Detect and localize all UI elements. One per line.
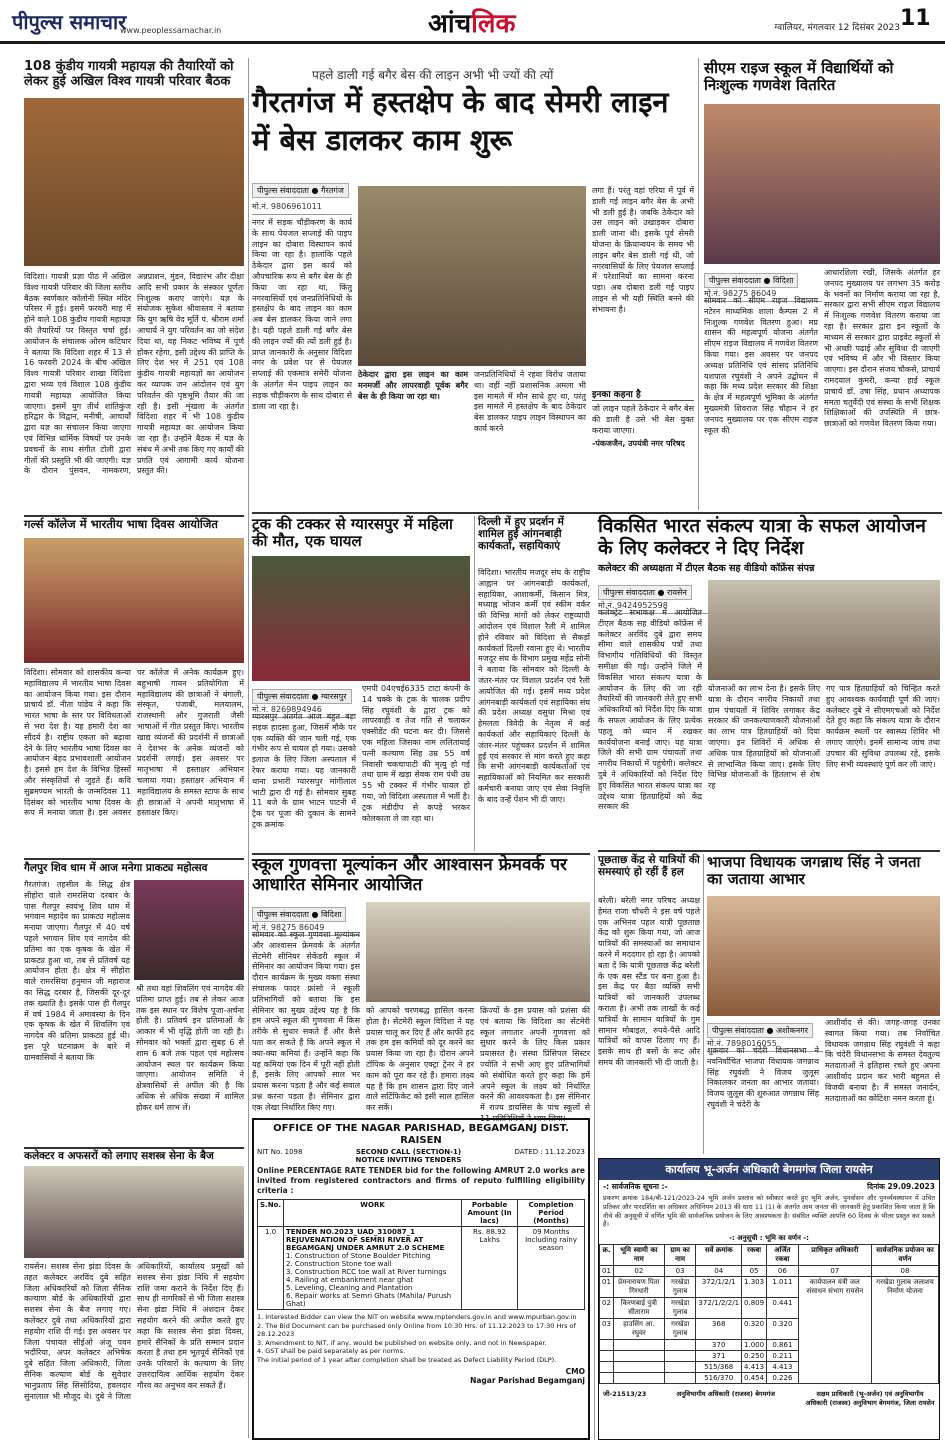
mobile-number: मो.नं. 9424952598 xyxy=(598,600,708,614)
tender-intro: Online PERCENTAGE RATE TENDER bid for the following AMRUT 2.0 works are invited from registered contractors and firms of reputo fulfilling eligibility criteria : xyxy=(257,1166,585,1196)
notice-body: प्रकरण क्रमांक 184/बी-121/2023-24 भूमि अर्जन प्रस्ताव को स्वीकार करते हुए भूमि अर्जन, पुनर्वासन और पुनर्व्यवस्थापन में उचित प्रतिकर और पारदर्शिता का अधिकार अधिनियम 2013 की धारा 11 (1) के अंतर्गत आम जनता की जानकारी हेतु प्रकाशित किया जाता है कि नीचे की अनुसूची में वर्णित भूमि की सार्वजनिक प्रयोजन के लिए आवश्यकता है। संबंधित व्यक्ति आपत्ति 60 दिवस के भीतर प्रस्तुत कर सकते हैं। xyxy=(603,1194,935,1229)
td xyxy=(600,1340,614,1351)
photo-accident-scene xyxy=(252,556,470,681)
story-body-2: योजनाओं का लाभ देना है। इसके लिए यात्रा के दौरान नगरीय निकायों तथा ग्राम पंचायतों में शिविर लगाकर केंद्र सरकार की जनकल्याणकारी योजनाओं का लाभ पात्र हितग्राहियों को दिया जाएगा। इन शिविरों में अधिक से अधिक पात्र हितग्राहियों को योजनाओं से लाभान्वित किया जाए। इसके लिए विभिन्न योजनाओं के हितलाभ से शेष रह xyxy=(708,684,820,791)
td: 0.250 xyxy=(742,1351,767,1362)
td: 0.211 xyxy=(767,1351,799,1362)
story-body-2: आधारशिला रखी, जिसके अंतर्गत हर जनपद मुख्यालय पर लगभग 35 करोड़ के भवनों का निर्माण कराया जा रहा है, सरकार द्वारा सभी सीएम राइज विद्यालय में निःशुल्क गणवेश वितरण कराया जा रहा है। सरकार द्वारा इन स्कूलों के माध्यम से सरकार द्वारा प्राइवेट स्कूलों से भी अच्छी पढ़ाई और सुविधा दी जाएगी एवं भविष्य में और भी विस्तार किया जाएगा। इस दौरान संजय चौकसे, प्राचार्य रामदयाल कुमरी, कन्या हाई स्कूल प्राचार्य डॉ. उषा सिंह, प्रधान अध्यापक ममता चतुर्वेदी एवं संस्था के सभी शिक्षक शिक्षिकाओं की उपस्थिति में छात्र-छात्राओं को गणवेश वितरण किया गया। xyxy=(824,268,940,429)
column-rule xyxy=(698,58,699,510)
story-headline: पूछताछ केंद्र से यात्रियों की समस्याएं हो रहीं हैं हल xyxy=(598,854,700,879)
mobile-number: मो.नं. 98275 86049 xyxy=(252,922,360,936)
lead-kicker: पहले डाली गई बगैर बेस की लाइन अभी भी ज्यों की त्यों xyxy=(312,68,554,82)
td: 0.861 xyxy=(767,1340,799,1351)
notice-meta xyxy=(599,1180,939,1194)
story-anganwadi xyxy=(478,516,590,851)
credit-place: अशोकनगर xyxy=(776,1026,809,1035)
th: रकबा xyxy=(742,1245,767,1266)
td: 01 xyxy=(600,1277,614,1298)
section-title xyxy=(428,4,515,40)
land-acquisition-notice xyxy=(598,1158,940,1440)
story-headline: गर्ल्स कॉलेज में भारतीय भाषा दिवस आयोजित xyxy=(24,517,218,531)
td: 07 xyxy=(798,1266,871,1277)
photo-seminar-hall xyxy=(366,902,590,1002)
tender-note: 2. The Bid Document can be purchased only Online from 10:30 Hrs. of 11.12.2023 to 17:30 Hrs of 28.12.2023 xyxy=(257,1321,576,1339)
story-body: ग्यारसपुर अंतर्गत आज बहुत बड़ा सड़क हादसा हुआ, जिसमें मौके पर एक व्यक्ति की जान चली गई, एक गंभीर रूप से घायल हो गया। उसको इलाज के लिए जिला अस्पताल में रेफर कराया गया। यह जानकारी थाना प्रभारी ग्यारसपुर मांगीलाल भाटी द्वारा दी गई है। सोमवार सुबह 11 बजे के ग्राम भाटन पाटनी में ट्रैक पर पूजा की दुकान के सामने ट्रक क्रमांक xyxy=(252,712,356,829)
td xyxy=(664,1362,696,1373)
credit-place: ग्यारसपुर xyxy=(321,692,347,701)
page-header xyxy=(0,0,945,44)
credit-text: पीपुल्स संवाददाता xyxy=(257,186,309,195)
td: 1.011 xyxy=(767,1277,799,1298)
tender-note: The initial period of 1 year after completion shall be treated as Defect Liability Period (DLP). xyxy=(257,1355,557,1364)
tender-title: OFFICE OF THE NAGAR PARISHAD, BEGAMGANJ DIST. RAISEN xyxy=(273,1123,569,1146)
tender-nit: NIT No. 1098 xyxy=(257,1148,303,1156)
th: ग्राम का नाम xyxy=(664,1245,696,1266)
td: 03 xyxy=(600,1319,614,1340)
notice-authority: कार्यपालन यंत्री जल संसाधन संभाग रायसेन xyxy=(798,1277,871,1384)
td: 516/370 xyxy=(696,1373,742,1384)
table-header-row xyxy=(258,1200,585,1227)
td xyxy=(613,1373,664,1384)
tender-item: 2. Construction Stone toe wall xyxy=(286,1260,392,1269)
th: S.No. xyxy=(258,1200,284,1227)
story-body: विदिशा। भारतीय मजदूर संघ के राष्ट्रीय आह्वान पर आंगनबाड़ी कार्यकर्ता, सहायिका, आशाकर्मी, किसान मित्र, मध्याह्न भोजन कर्मी एवं स्कीम वर्कर की विभिन्न मांगों को लेकर राष्ट्रव्यापी आंदोलन एवं विशाल रैली में शामिल होने रविवार को विदिशा से सैकड़ों कार्यकर्ता दिल्ली रवाना हुए थे। भारतीय मजदूर संघ के विभाग प्रमुख महेंद्र सोनी ने बताया कि सोमवार को दिल्ली के जंतर-मंतर पर विशाल प्रदर्शन एवं रैली आयोजित की गई। इसमें मध्य प्रदेश आंगनबाड़ी कार्यकर्ता एवं सहायिका संघ की प्रदेश अध्यक्ष वसुधा मिश्रा एवं हेमलता त्रिवेदी के नेतृत्व में कई कार्यकर्ता और सहायिकाएं दिल्ली के जंतर-मंतर पहुंचकर प्रदर्शन में शामिल हुईं एवं सरकार से मांग करते हुए कहा कि सभी आंगनबाड़ी कार्यकर्ताओं एवं सहायिकाओं को नियमित कर सरकारी कर्मचारी बनाया जाए एवं सेवा निवृत्ति के बाद उन्हें पेंशन भी दी जाए। xyxy=(478,568,590,804)
td: किरणबाई पुत्री सीताराम xyxy=(613,1298,664,1319)
td: गरखेडा गुलाब xyxy=(664,1298,696,1319)
lead-byline xyxy=(252,178,352,215)
column-rule xyxy=(248,58,249,1438)
story-body-2: को आपको चरणबद्ध हासिल करना होता है। सेंटमेरी स्कूल विदिशा ने यह प्रयास चालू कर दिए हैं और काफी हद तक हम इस कमियों को दूर करने का प्रयास किया जा रहा है। दौरान अपने टॉपिक के अनुसार एक्ट्रा ट्रेनर ने हर काम को पूरा कर रहे हैं। हमारा लक्ष्य यह है कि हम शासन द्वारा दिए जाने वाले सर्टिफिकेट को इसी साल हासिल कर सकें। xyxy=(366,1006,474,1113)
td: 368 xyxy=(696,1319,742,1340)
td: 0.320 xyxy=(742,1319,767,1340)
story-body-3: गए पात्र हितग्राहियों को चिन्हित करते हुए आवश्यक कार्यवाही पूर्ण की जाए। कलेक्टर दुबे ने सीएमएचओ को निर्देश देते हुए कहा कि संकल्प यात्रा के दौरान कार्यक्रम स्थलों पर स्वास्थ्य शिविर भी लगाए जाएंगे। इनमें सामान्य जांच तथा उपचार की सुविधा उपलब्ध रहे, इसके लिए सभी व्यवस्थाएं पूर्ण कर ली जाएं। xyxy=(826,684,940,769)
td: 0.441 xyxy=(767,1298,799,1319)
story-bjp-mla xyxy=(707,854,940,1154)
page-number: 11 xyxy=(900,6,931,31)
tender-work: TENDER NO.2023_UAD_310087_1 REJUVENATION OF SEMRI RIVER AT BEGAMGANJ UNDER AMRUT 2.0 SCHEME xyxy=(286,1228,445,1253)
tender-call xyxy=(356,1148,462,1164)
column-rule xyxy=(474,516,475,851)
quote-box xyxy=(592,390,694,510)
notice-purpose: गरखेडा गुलाब जलाशय निर्माण योजना xyxy=(871,1277,938,1384)
th: प्राधिकृत अधिकारी xyxy=(798,1245,871,1266)
tender-item: 4. Railing at embankment near ghat xyxy=(286,1276,414,1285)
notice-date: दिनांक 29.09.2023 xyxy=(867,1182,935,1191)
byline-credit: पीपुल्स संवाददाता ● गैरतगंज xyxy=(252,183,349,198)
photo-mla-welcome xyxy=(707,896,940,1016)
tender-item: 6. Repair works at Semri Ghats (Mahila/ Purush Ghat) xyxy=(286,1292,452,1309)
th: सार्वजनिक प्रयोजन का वर्णन xyxy=(871,1245,938,1266)
tender-note: 4. GST shall be paid separately as per norms. xyxy=(257,1347,406,1356)
credit-text: पीपुल्स संवाददाता xyxy=(712,1026,764,1035)
td xyxy=(613,1351,664,1362)
notice-rows xyxy=(600,1277,939,1384)
td: 4.413 xyxy=(742,1362,767,1373)
td xyxy=(600,1351,614,1362)
td xyxy=(613,1362,664,1373)
column-rule xyxy=(703,854,704,1154)
th: सर्वे क्रमांक xyxy=(696,1245,742,1266)
tender-item: 5. Leveling, Cleaning and Plantation xyxy=(286,1284,413,1293)
credit-place: रायसेन xyxy=(667,588,687,597)
td: 0.454 xyxy=(742,1373,767,1384)
tender-sign-2: Nagar Parishad Begamganj xyxy=(470,1376,585,1385)
td: 1.0 xyxy=(258,1227,284,1310)
tender-notice: NOTICE INVITING TENDERS xyxy=(355,1156,462,1164)
divider xyxy=(24,1147,244,1149)
td xyxy=(600,1362,614,1373)
tender-table xyxy=(257,1199,585,1310)
tender-note: 1. Interested Bidder can view the NIT on website www.mptenders.gov.in and www.mpurban.gov.in xyxy=(257,1313,577,1322)
td xyxy=(284,1227,462,1310)
byline-credit: पीपुल्स संवाददाता ● विदिशा xyxy=(704,273,798,288)
notice-sign-left: अनुविभागीय अधिकारी (राजस्व) बेगमगंज xyxy=(676,1390,775,1398)
td: 01 xyxy=(600,1266,614,1277)
story-body xyxy=(24,272,244,512)
td: गरखेडा गुलाब xyxy=(664,1319,696,1340)
story-headline: दिल्ली में हुए प्रदर्शन में शामिल हुईं आंगनबाड़ी कार्यकर्ता, सहायिकाएं xyxy=(478,516,564,553)
notice-code: जी-21513/23 xyxy=(603,1390,647,1398)
td: 371 xyxy=(696,1351,742,1362)
story-body-text: विदिशा। गायत्री प्रज्ञा पीठ में अखिल विश्व गायत्री परिवार की जिला स्तरीय बैठक स्वर्णकार कॉलोनी स्थित मंदिर परिसर में हुई। इसमें फरवरी माह में होने वाले 108 कुंडीय गायत्री महायज्ञ की तैयारियों पर विस्तृत चर्चा हुई। आयोजन के संचालक ओरम कटियार ने बताया कि विदिशा शहर में 13 से 16 फरवरी 2024 के बीच अखिल विश्व गायत्री परिवार शाखा विदिशा द्वारा भव्य एवं विशाल 108 कुंडीय गायत्री महायज्ञ आयोजित किया जाएगा। इसमें युग तीर्थ शांतिकुंज हरिद्वार के विद्वान, मनीषी, आचार्यों द्वारा यज्ञ का संचालन किया जाएगा एवं विभिन्न धार्मिक विषयों पर उनके प्रवचनों के साथ संगीत टोली द्वारा गीतों की प्रस्तुति भी की जाएगी। यज्ञ के दौरान पुंसवन, नामकरण, अन्नप्राशन, मुंडन, विद्यारंभ और दीक्षा आदि सभी प्रकार के संस्कार पूर्णतः निःशुल्क xyxy=(24,272,244,476)
masthead-logo: पीपुल्स समाचार xyxy=(12,10,127,34)
story-headline: ट्रक की टक्कर से ग्यारसपुर में महिला की मौत, एक घायल xyxy=(252,515,453,551)
td: 372/1/2/1 xyxy=(696,1277,742,1298)
divider xyxy=(24,858,244,860)
story-flag-day xyxy=(24,1150,244,1440)
photo-pipeline-trench xyxy=(358,186,586,366)
td xyxy=(613,1340,664,1351)
photo-shivling xyxy=(134,880,244,980)
td: 02 xyxy=(600,1298,614,1319)
th: Completion Period (Months) xyxy=(518,1200,585,1227)
byline-credit: पीपुल्स संवाददाता ● विदिशा xyxy=(252,907,346,922)
tender-item: 3. Construction RCC toe wall at River turnings xyxy=(286,1268,447,1277)
story-headline: भाजपा विधायक जगन्नाथ सिंह ने जनता का जताया आभार xyxy=(707,853,921,889)
td: 05 xyxy=(742,1266,767,1277)
story-lead xyxy=(252,60,694,510)
column-rule xyxy=(594,856,595,1440)
story-seminar xyxy=(252,855,590,1123)
lead-col2: जनप्रतिनिधियों ने रहवा विरोध जताया था। वहीं नहीं प्रशासनिक अमला भी इस मामले में मौन साधे हुए था, परंतु इस मामले में हस्तक्षेप के बाद ठेकेदार बेस डालकर पाइप लाइन विस्थापन का कार्य करने xyxy=(474,370,586,433)
lead-col3: लगा है। परंतु वहां एरिया में पूर्व में डाली गई लाइन बगैर बेस के अभी भी डली हुई है। जबकि ठेकेदार को उस लाइन को उखाड़कर दोबारा डाली जाना थी। इसके पूर्व सेमरी योजना के क्रियान्वयन के समय भी लाइन बगैर बेस डाली गई थी, जो नगरवासियों के लिए पेयजल सप्लाई में परेशानियों का सामना करना पड़ा। अब दोबारा डली गई पाइप लाइन से भी यही स्थिति बनने की संभावना है। xyxy=(592,186,694,314)
td: Rs. 88.92 Lakhs xyxy=(462,1227,518,1310)
notice-footer xyxy=(599,1386,939,1410)
story-body-3: क्रिज्यों के इस प्रयास को प्रशंसा की एवं बताया कि विदिशा का सेंटमेरी स्कूल लगातार अपनी गुणवत्ता को सुधार करने के लिए किस प्रकार प्रयासरत है। संस्था प्रिंसिपल सिस्टर ज्योति ने सभी आए हुए प्रतिभागियों को संबोधित करते हुए कहा कि हमें अपने स्कूल के लक्ष्य को निर्धारित करने की आवश्यकता है। इस सेमिनार में राज्य डायसिस के पांच स्कूलों से 11 प्रतिनिधियों ने भाग लिया। xyxy=(480,1006,590,1123)
story-body xyxy=(24,1262,244,1438)
tender-meta xyxy=(257,1148,585,1164)
story-body: सोमवार को सीएम राइज विद्यालय नटेरन माध्यमिक शाला कैम्पस 2 में निःशुल्क गणवेश वितरण हुआ। मप्र शासन की महत्वपूर्ण योजना अंतर्गत सीएम राइज विद्यालय में गणवेश वितरण किया गया। इस अवसर पर जनपद अध्यक्ष प्रतिनिधि एवं सांसद प्रतिनिधि यशपाल रघुवंशी ने अपने उद्बोधन में कहा कि मध्य प्रदेश सरकार की शिक्षा के क्षेत्र में महत्वपूर्ण भूमिका के अंतर्गत मुख्यमंत्री शिवराज सिंह चौहान ने हर जनपद मुख्यालय पर एक सीएम राइज स्कूल की xyxy=(704,296,818,435)
website: www.peoplessamachar.in xyxy=(120,26,222,35)
td: 08 xyxy=(871,1266,938,1277)
byline-credit: पीपुल्स संवाददाता ● रायसेन xyxy=(598,585,692,600)
notice-table xyxy=(599,1244,939,1384)
th: भूमि स्वामी का नाम xyxy=(613,1245,664,1266)
byline-credit: पीपुल्स संवाददाता ● ग्यारसपुर xyxy=(252,689,352,704)
lead-headline: गैरतगंज में हस्तक्षेप के बाद सेमरी लाइन में बेस डालकर काम शुरू xyxy=(252,85,669,157)
photo-vc-meeting xyxy=(708,580,940,680)
td: 372/1/2/2/1 xyxy=(696,1298,742,1319)
credit-text: पीपुल्स संवाददाता xyxy=(603,588,655,597)
credit-place: विदिशा xyxy=(321,910,342,919)
td: 0.226 xyxy=(767,1373,799,1384)
story-body xyxy=(24,668,244,858)
td: गरखेडा गुलाब xyxy=(664,1277,696,1298)
td: 03 xyxy=(664,1266,696,1277)
story-headline: 108 कुंडीय गायत्री महायज्ञ की तैयारियों को लेकर हुई अखिल विश्व गायत्री परिवार बैठक xyxy=(24,59,234,89)
td: 1.303 xyxy=(742,1277,767,1298)
tender-notes xyxy=(257,1313,585,1364)
divider xyxy=(252,512,942,514)
td xyxy=(664,1340,696,1351)
dateline: ग्वालियर, मंगलवार 12 दिसंबर 2023 xyxy=(774,23,900,33)
tender-sign: CMO xyxy=(565,1367,585,1376)
credit-text: पीपुल्स संवाददाता xyxy=(257,910,309,919)
story-body-text: रायसेन। सशस्त्र सेना झंडा दिवस के तहत कलेक्टर अरविंद दुबे सहित जिला अधिकारियों को जिला सैनिक कल्याण बोर्ड के अधिकारियों द्वारा सशस्त्र सेना के बैज लगाए गए। कलेक्टर दुबे तथा अधिकारियों द्वारा सहयोग राशि दी गई। इस अवसर पर जिला पंचायत सीईओ अंजू पवन भदौरिया, अपर कलेक्टर अभिषेक दुबे सहित जिला अधिकारी, जिला सैनिक कल्याण बोर्ड के सुवेदार भानुप्रताप सिंह सिसोदिया, हवलदार सुनालाल भी मौजूद थे। xyxy=(24,1262,131,1401)
td: 1.000 xyxy=(742,1340,767,1351)
story-truck-accident xyxy=(252,516,470,851)
story-gailpur xyxy=(24,862,244,1147)
notice-title-bar: कार्यालय भू-अर्जन अधिकारी बेगमगंज जिला रायसेन xyxy=(599,1159,939,1180)
story-viksit-bharat xyxy=(598,516,940,846)
lead-caption: ठेकेदार द्वारा इस लाइन का काम मनमर्जी और लापरवाही पूर्वक बगैर बेस के ही किया जा रहा था। xyxy=(358,370,468,401)
tender-signature xyxy=(257,1367,585,1385)
story-subhead: कलेक्टर की अध्यक्षता में टीएल बैठक सह वीडियो कॉफ्रेंस संपन्न xyxy=(598,563,815,574)
credit-place: विदिशा xyxy=(773,276,794,285)
story-body-text: विदिशा। सोमवार को शासकीय कन्या महाविद्यालय में भारतीय भाषा दिवस का आयोजन किया गया। इस दौरान प्राचार्य डॉ. नीता पांडेय ने कहा कि भारत भाषा के स्तर पर विविधताओं से भरा देश है। यह हमारी देश का सौंदर्य है। राष्ट्रीय एकता को बढ़ावा देने के लिए भारतीय भाषा दिवस का आयोजन बेहद प्रभावशाली आयोजन है। इससे हम देश के विभिन्न हिस्सों और संस्कृतियों से जुड़ते हैं। कवि सुब्रमण्यम भारती के जन्मदिवस 11 दिसंबर को भारतीय भाषा दिवस के रूप में xyxy=(24,668,131,818)
table-colnum-row xyxy=(600,1266,939,1277)
tender-advertisement xyxy=(252,1118,590,1440)
table-row xyxy=(258,1227,585,1310)
td: 0.320 xyxy=(767,1319,799,1340)
story-body: शुक्रवार को चंदेरी विधानसभा ने नवनिर्वाचित भाजपा विधायक जगन्नाथ सिंह रघुवंशी ने विजय जुलूस निकालकर जनता का आभार जताया। विजय जुलूस की शुरुआत जगन्नाथ सिंह रघुवंशी ने चंदेरी के xyxy=(707,1046,819,1109)
td: प्रेमनारायण पिता गिरधारी xyxy=(613,1277,664,1298)
story-body-2: आशीर्वाद से की। जगह-जगह उनका स्वागत किया गया। तब निर्वाचित विधायक जगन्नाथ सिंह रघुवंशी ने कहा कि चंदेरी विधानसभा के समस्त देवतुल्य मतदाताओं ने इतिहास रचते हुए अपना आशीर्वाद प्रदान कर भारी बहुमत से विजयी बनाया है। मैं समस्त जनार्दन, मतदाताओं का कोटिशः नमन करता हूं। xyxy=(825,1018,940,1103)
story-body: बरेली। बरेली नगर परिषद अध्यक्ष हेमंत राजा चौधरी ने इस वर्ष पहले एक अभिनव पहल यात्री पूछताछ केंद्र को शुरू किया गया, जो आज यात्रियों की समस्याओं का समाधान करने में मददगार हो रहा है। आपको बता दें कि यात्री पूछताछ केंद्र बरेली के एक बस स्टैंड पर बना हुआ है। इस केंद्र पर बैठा व्यक्ति सभी यात्रियों को जानकारी उपलब्ध कराता है। अभी तक लाखों के कई यात्रियों के सामान यात्रियों के गुम सामान मोबाइल, रुपये-पैसे आदि यात्रियों को वापस दिलाए गए हैं। इसके साथ ही बसों के रूट और समय की जानकारी भी दी जाती है। xyxy=(598,896,700,1067)
story-bhasha-diwas xyxy=(24,518,244,858)
lead-col1: नगर में सड़क चौड़ीकरण के कार्य के साथ पेयजल सप्लाई की पाइप लाइन का दोबारा विस्थापन कार्य किया जा रहा है। हालांकि पहले ठेकेदार द्वारा इस कार्य को औपचारिक रूप से बगैर बेस के ही किया जा रहा था, किंतु नगरवासियों एवं जनप्रतिनिधियों के हस्तक्षेप के बाद लाइन का काम अब बेस डालकर किया जाने लगा है। यही पहले डाली गई बगैर बेस की लाइन ज्यों की त्यों डली हुई है। प्राप्त जानकारी के अनुसार विदिशा नगर के प्रवेश पर से पेयजल सप्लाई की एकमात्र समेरी योजना के अंतर्गत मेन पाइप लाइन का सड़क चौड़ीकरण के साथ दोबारा से डाला जा रहा है। xyxy=(252,218,352,411)
story-cm-rise xyxy=(704,60,940,510)
story-body: सोमवार को स्कूल गुणवत्ता मूल्यांकन और आश्वासन फ्रेमवर्क के अंतर्गत सेंटमेरी सीनियर सेकेंडरी स्कूल में सेमिनार का आयोजन किया गया। इस दौरान कार्यक्रम के मुख्य वक्ता संस्था संचालक फादर फ्रांसो ने स्कूली प्रतिभागियों को बताया कि इस सेमिनार का मुख्य उद्देश्य यह है कि हम अपने स्कूल की गुणवत्ता में किस तरीके से सुधार सकते हैं और कैसे पता कर सकते हैं कि अपने स्कूल में क्या-क्या कमियां हैं। उन्होंने कहा कि यह कमियां एक दिन में पूरी नहीं होती हैं, इसके लिए आपको साल भर प्रयास करना पड़ता है और कई सवाल प्रश्न करना पड़ता है। सेमिनार द्वारा एक लेखा निर्धारित किए गए। xyxy=(252,930,360,1112)
story-body: गैरतगंज। तहसील के सिद्ध क्षेत्र सीहोरा वाले रामरसिया दरबार के पास गैलपुर स्वयंभू शिव धाम में भगवान महादेव का प्राकट्य महोत्सव मनाया जाएगा। गैलपुर में 40 वर्ष पहले भगवान शिव एवं नागदेव की प्रतिमा का एक कृषक के खेत में प्राकट्य हुआ था, तब से प्रतिवर्ष यह आयोजन होता है। क्षेत्र में सीहोरा वाले रामरसिया हनुमान जी महाराज का सिद्ध दरबार है, जिसकी दूर-दूर तक ख्याति है। इसके पास ही गैलपुर में वर्ष 1984 में अमावस्या के दिन एक कृषक के खेत में शिवलिंग एवं नागदेव की प्रतिमा प्राकट्य हुई थी। इस पूरे घटनाक्रम के बारे में ग्रामवासियों ने बताया कि xyxy=(24,880,130,1062)
story-headline: विकसित भारत संकल्प यात्रा के सफल आयोजन के लिए कलेक्टर ने दिए निर्देश xyxy=(598,515,926,559)
story-gayatri xyxy=(24,60,244,515)
td xyxy=(600,1373,614,1384)
section-title-b: लिक xyxy=(471,9,516,39)
td: 4.413 xyxy=(767,1362,799,1373)
mobile-number: मो.नं. 7898016055 xyxy=(707,1038,823,1052)
td: 515/368 xyxy=(696,1362,742,1373)
td: 0.809 xyxy=(742,1298,767,1319)
story-inquiry-centre xyxy=(598,854,700,1154)
story-body: कलेक्ट्रेट सभाकक्ष में आयोजित टीएल बैठक सह वीडियो कॉफ्रेंस में कलेक्टर अरविंद दुबे द्वारा समय सीमा वाले शासकीय पत्रों तथा विभागीय गतिविधियों की विस्तृत समीक्षा की गई। उन्होंने जिले में विकसित भारत संकल्प यात्रा के आयोजन के लिए की जा रही तैयारियों की जानकारी लेते हुए सभी अधिकारियों को निर्देश दिए कि यात्रा के सफल आयोजन के लिए प्रत्येक पहलू को ध्यान में रखकर कार्ययोजना बनाई जाए। यह यात्रा जिले की सभी ग्राम पंचायतों तथा नगरीय निकायों में पहुंचेगी। कलेक्टर दुबे ने अधिकारियों को निर्देश दिए हुए विकसित भारत संकल्प यात्रा का उद्देश्य यात्रा हितग्राहियों को केंद्र सरकार की xyxy=(598,608,702,812)
quote-text: जो लाइन पहले ठेकेदार ने बगैर बेस की डाली है उसे भी बेस युक्त कराया जाएगा। xyxy=(592,404,694,435)
table-row xyxy=(600,1277,939,1298)
story-body-text-2: दुबे ने जिला अधिकारियों, कार्यालय प्रमुखों को सशस्त्र सेना झंडा निधि में सहयोग राशि जमा कराने के निर्देश दिए हैं। साथ ही नागरिकों से भी जिला सशस्त्र सेना झंडा निधि में अंशदान देकर सहयोग करने की अपील करते हुए कहा कि सशस्त्र सेना झंडा दिवस, हमारे सैनिकों के प्रति सम्मान प्रदान करता है तथा हम भूतपूर्व सैनिकों एवं उनके परिवारों के कल्याण के लिए उत्तरदायित्व आर्थिक सहयोग देकर गौरव का अनुभव कर सकते हैं। xyxy=(95,1262,244,1401)
section-title-a: आंच xyxy=(428,9,472,39)
credit-text: पीपुल्स संवाददाता xyxy=(709,276,761,285)
credit-place: गैरतगंज xyxy=(321,186,344,195)
td: 06 xyxy=(767,1266,799,1277)
photo-gayatri-meeting xyxy=(24,98,244,266)
td xyxy=(664,1373,696,1384)
tender-second-call: SECOND CALL (SECTION-1) xyxy=(355,1148,462,1156)
quote-title: इनका कहना है xyxy=(592,390,694,401)
divider xyxy=(598,850,940,852)
story-body-text-2: मनाया जाता है। इस अवसर पर कॉलेज में अनेक कार्यक्रम हुए। बहुभाषी गायन प्रतियोगिता में महाविद्यालय की छात्राओं ने बंगाली, संस्कृत, पंजाबी, मलयालम, राजस्थानी और गुजराती जैसी भाषाओं में गीत प्रस्तुत किए। भारतीय खाद्य व्यंजनों की प्रदर्शनी में छात्राओं ने देशभर के अनेक व्यंजनों को प्रदर्शनी लगाई। इस अवसर पर मातृभाषा में हस्ताक्षर अभियान चलाया गया। हस्ताक्षर अभियान में महाविद्यालय के समस्त स्टाफ के साथ ही छात्राओं ने अपनी मातृभाषा में हस्ताक्षर किए। xyxy=(47,668,244,818)
td: हाउसिंग आ. रघुवर xyxy=(613,1319,664,1340)
tender-item: 1. Construction of Stone Boulder Pitching xyxy=(286,1252,431,1261)
story-body-text-2: कराए जाएंगे। यज्ञ के संयोजक सुकेश श्रीवास्तव ने बताया कि युग ऋषि वेद मूर्ति पं. श्रीराम शर्मा आचार्य ने युग परिवर्तन का जो संदेश दिया था, वह निकट भविष्य में पूर्ण होकर रहेगा, इसी उद्देश्य की प्राप्ति के लिए देश भर में 251 एवं 108 कुंडीय गायत्री महायज्ञों का आयोजन कर व्यापक जन आंदोलन एवं युग परिवर्तन की पृष्ठभूमि तैयार की जा रही है। इसी शृंखला के अंतर्गत विदिशा शहर में भी 108 कुंडीय गायत्री महायज्ञ का आयोजन किया जा रहा है। उन्होंने बैठक में यज्ञ के संबंध में अभी तक किए गए कार्यों की प्रगति एवं आगामी कार्य योजना प्रस्तुत की। xyxy=(137,293,244,476)
notice-schedule: -: अनुसूची : भूमि का वर्णन -: xyxy=(728,1234,809,1242)
table-header-row xyxy=(600,1245,939,1266)
photo-college-event xyxy=(24,538,244,663)
mobile-number: मो.नं. 9806961011 xyxy=(252,201,352,215)
credit-text: पीपुल्स संवाददाता xyxy=(257,692,309,701)
story-headline: कलेक्टर व अफसरों को लगाए सशस्त्र सेना के बैज xyxy=(24,1150,214,1162)
mobile-number: मो.नं. 98275 86049 xyxy=(704,288,822,302)
story-body-2: एमपी 04एचई6335 टाटा कंपनी के 14 चक्के के ट्रक के चालक प्रदीप सिंह रघुवंशी के द्वारा ट्रक को लापरवाही व तेज गति से चलाकर एक्सीडेंट की घटना कर दी। जिससे एक महिला जिसका नाम ललितायाई पत्नी कल्याण सिंह उम्र 55 वर्ष निवासी चकचापाटी की मृत्यु हो गई तथा ग्राम में खड़ा सेवक राम पंथी उम्र 55 भी टक्कर में गंभीर घायल हो गया, जो विदिशा अस्पताल में भर्ती है। ट्रक मंडीदीप से कपड़े भरकर कोलकाता ले जा रहा था। xyxy=(362,684,470,823)
td: 370 xyxy=(696,1340,742,1351)
tender-date: DATED : 11.12.2023 xyxy=(514,1148,585,1156)
story-headline: गैलपुर शिव धाम में आज मनेगा प्राकट्य महोत्सव xyxy=(24,862,208,874)
notice-subtitle: -: सार्वजनिक सूचना :- xyxy=(603,1182,668,1191)
th: Porbable Amount (In lacs) xyxy=(462,1200,518,1227)
tender-note: 3. Amendment to NIT, if any, would be published on website only, and not in Newspaper. xyxy=(257,1338,547,1347)
mobile-number: मो.नं. 8269894946 xyxy=(252,704,352,718)
story-headline: सीएम राइज स्कूल में विद्यार्थियों को निःशुल्क गणवेश वितरित xyxy=(704,59,894,95)
photo-collector-badge xyxy=(24,1166,244,1258)
th: WORK xyxy=(284,1200,462,1227)
story-body-2: श्री तथा वहां शिवलिंग एवं नागदेव की प्रतिमा प्राप्त हुई। तब से लेकर आज तक इस स्थान पर विशेष पूजा-अर्चना होती है। प्रतिवर्ष इन प्रतिमाओं के आकार में भी वृद्धि होती जा रही है। सोमवार को भक्तों द्वारा सुबह 6 से शाम 6 बजे तक पहल एवं महोत्सव आयोजन स्थल पर कार्यक्रम किया जाएगा। आयोजन समिति ने क्षेत्रवासियों से अपील की है कि अधिक से अधिक संख्या में शामिल होकर धर्म लाभ लें। xyxy=(136,984,244,1112)
photo-uniform-distribution xyxy=(704,104,940,264)
td xyxy=(664,1351,696,1362)
story-headline: स्कूल गुणवत्ता मूल्यांकन और आश्वासन फ्रेमवर्क पर आधारित सेमिनार आयोजित xyxy=(252,855,567,895)
th: क्र. xyxy=(600,1245,614,1266)
td: 09 Months Including rainy season xyxy=(518,1227,585,1310)
td: 04 xyxy=(696,1266,742,1277)
td: 02 xyxy=(613,1266,664,1277)
byline-credit: पीपुल्स संवाददाता ● अशोकनगर xyxy=(707,1023,813,1038)
notice-sign-right: सक्षम प्राधिकारी (भू-अर्जन) एवं अनुविभागीय अधिकारी (राजस्व) अनुविभाग बेगमगंज, जिला रायसेन xyxy=(805,1390,935,1407)
quote-author: -पंकजजैन, उपयंत्री नगर परिषद xyxy=(592,438,685,448)
th: अर्जित रकबा xyxy=(767,1245,799,1266)
